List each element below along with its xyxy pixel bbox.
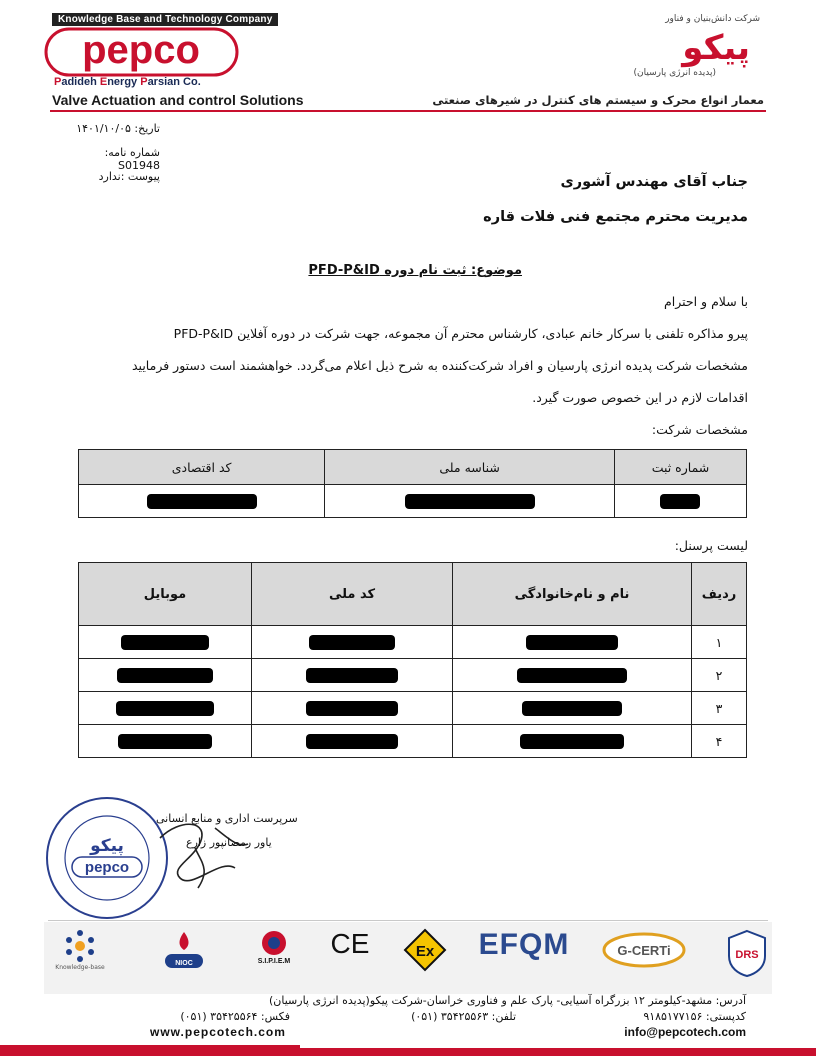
- recipient-org: مدیریت محترم مجتمع فنی فلات قاره: [483, 209, 748, 225]
- cell-name: [453, 626, 692, 659]
- footer-fax: فکس: ۳۵۴۲۵۵۶۴ (۰۵۱): [180, 1010, 290, 1023]
- company-table-row: [79, 485, 747, 518]
- redaction: [306, 668, 398, 683]
- cell-economic-code: [79, 485, 325, 518]
- redaction: [405, 494, 535, 509]
- cell-national-code: [252, 626, 453, 659]
- cell-registration: [614, 485, 746, 518]
- table-row: [79, 626, 747, 659]
- redaction: [118, 734, 212, 749]
- cell-national-code: [252, 692, 453, 725]
- sub-word-6: arsian Co.: [147, 76, 201, 88]
- efqm-logo: EFQM: [478, 928, 570, 961]
- footer-postal-code: کدپستی: ۹۱۸۵۱۷۷۱۵۶: [643, 1010, 746, 1023]
- company-table: [78, 449, 747, 518]
- company-english-name: [54, 76, 201, 88]
- ce-logo: CE: [330, 928, 370, 959]
- col-economic-code: کد اقتصادی: [79, 450, 325, 485]
- redaction: [520, 734, 624, 749]
- fa-brand: پیکو: [682, 28, 750, 68]
- footer-email[interactable]: info@pepcotech.com: [624, 1025, 746, 1039]
- stamp-pepco: pepco: [84, 859, 130, 876]
- nioc-logo: [156, 928, 212, 974]
- redaction: [147, 494, 257, 509]
- fa-logo: [682, 28, 750, 68]
- personnel-heading: لیست پرسنل:: [674, 538, 748, 553]
- col-national-id: شناسه ملی: [325, 450, 615, 485]
- svg-text:DRS: DRS: [735, 949, 759, 961]
- recipient-name: جناب آقای مهندس آشوری: [560, 174, 748, 190]
- svg-text:G-CERTi: G-CERTi: [617, 943, 671, 958]
- sub-word-2: adideh: [61, 76, 100, 88]
- cell-mobile: [79, 692, 252, 725]
- body-line-3: اقدامات لازم در این خصوص صورت گیرد.: [532, 390, 748, 405]
- redaction: [121, 635, 209, 650]
- col-registration: شماره ثبت: [614, 450, 746, 485]
- letter-number: شماره نامه: S01948: [104, 146, 160, 172]
- fa-brand-sub: (پدیده انرژی پارسیان): [633, 68, 716, 78]
- company-table-header: [79, 450, 747, 485]
- redaction: [306, 701, 398, 716]
- greeting: با سلام و احترام: [664, 294, 748, 309]
- signatory-name: یاور رمضانپور زارع: [186, 836, 272, 849]
- cell-national-id: [325, 485, 615, 518]
- fa-company-label: شرکت دانش‌بنیان و فناور: [665, 14, 760, 24]
- ex-logo: [400, 928, 450, 972]
- row-index: ۱: [692, 626, 747, 659]
- redaction: [116, 701, 214, 716]
- personnel-table: [78, 562, 747, 758]
- cell-mobile: [79, 659, 252, 692]
- personnel-table-header: [79, 563, 747, 626]
- letter-attachment: پیوست :ندارد: [98, 170, 160, 183]
- svg-text:NIOC: NIOC: [175, 960, 193, 967]
- table-row: [79, 725, 747, 758]
- sub-word-5: P: [140, 76, 148, 88]
- redaction: [526, 635, 618, 650]
- col-mobile: موبایل: [79, 563, 252, 626]
- gcerti-logo: [598, 928, 690, 978]
- cell-national-code: [252, 725, 453, 758]
- body-line-1: پیرو مذاکره تلفنی با سرکار خانم عبادی، کارشناس محترم آن مجموعه، جهت شرکت در دوره آفلاین PFD-P&ID: [173, 326, 748, 341]
- col-name: نام و نام‌خانوادگی: [453, 563, 692, 626]
- footer-phone: تلفن: ۳۵۴۲۵۵۶۳ (۰۵۱): [411, 1010, 516, 1023]
- sub-word-4: nergy: [107, 76, 141, 88]
- cell-name: [453, 692, 692, 725]
- col-national-code: کد ملی: [252, 563, 453, 626]
- redaction: [306, 734, 398, 749]
- row-index: ۳: [692, 692, 747, 725]
- sipiem-logo: S.I.P.I.E.M: [244, 928, 304, 965]
- cell-mobile: [79, 725, 252, 758]
- header-divider: [50, 110, 766, 112]
- row-index: ۴: [692, 725, 747, 758]
- svg-text:Ex: Ex: [415, 943, 435, 960]
- footer-red-bar: [0, 1048, 816, 1056]
- redaction: [309, 635, 395, 650]
- table-row: [79, 692, 747, 725]
- redaction: [117, 668, 213, 683]
- sub-word-3: E: [99, 76, 108, 88]
- redaction: [517, 668, 627, 683]
- footer-divider: [48, 920, 768, 921]
- row-index: ۲: [692, 659, 747, 692]
- stamp-fa-brand: پیکو: [90, 836, 124, 856]
- tagline: Valve Actuation and control Solutions: [52, 92, 304, 108]
- letter-date: تاریخ: ۱۴۰۱/۱۰/۰۵: [76, 122, 160, 135]
- cell-national-code: [252, 659, 453, 692]
- cell-mobile: [79, 626, 252, 659]
- pepco-logo: [44, 27, 239, 77]
- cell-name: [453, 725, 692, 758]
- pepco-wordmark: pepco: [82, 28, 200, 72]
- footer-address: آدرس: مشهد-کیلومتر ۱۲ بزرگراه آسیایی- پارک علم و فناوری خراسان-شرکت پیکو(پدیده انرژی پارسیان): [269, 994, 746, 1007]
- redaction: [660, 494, 700, 509]
- body-line-2: مشخصات شرکت پدیده انرژی پارسیان و افراد شرکت‌کننده به شرح ذیل اعلام می‌گردد. خواهشمند است دستور فرمایید: [132, 358, 748, 373]
- table-row: [79, 659, 747, 692]
- fa-slogan: معمار انواع محرک و سیستم های کنترل در شیرهای صنعتی: [432, 93, 764, 107]
- redaction: [522, 701, 622, 716]
- sub-word-1: P: [54, 76, 62, 88]
- signatory-title: سرپرست اداری و منابع انسانی: [156, 812, 298, 825]
- company-heading: مشخصات شرکت:: [651, 422, 748, 437]
- footer-website[interactable]: www.pepcotech.com: [150, 1025, 286, 1039]
- knowledge-base-tag: Knowledge Base and Technology Company: [52, 13, 278, 26]
- letter-subject: موضوع: ثبت نام دوره PFD-P&ID: [308, 263, 522, 278]
- col-row: ردیف: [692, 563, 747, 626]
- cell-name: [453, 659, 692, 692]
- knowledge-base-logo: Knowledge-base: [52, 928, 108, 971]
- drs-logo: [722, 928, 772, 978]
